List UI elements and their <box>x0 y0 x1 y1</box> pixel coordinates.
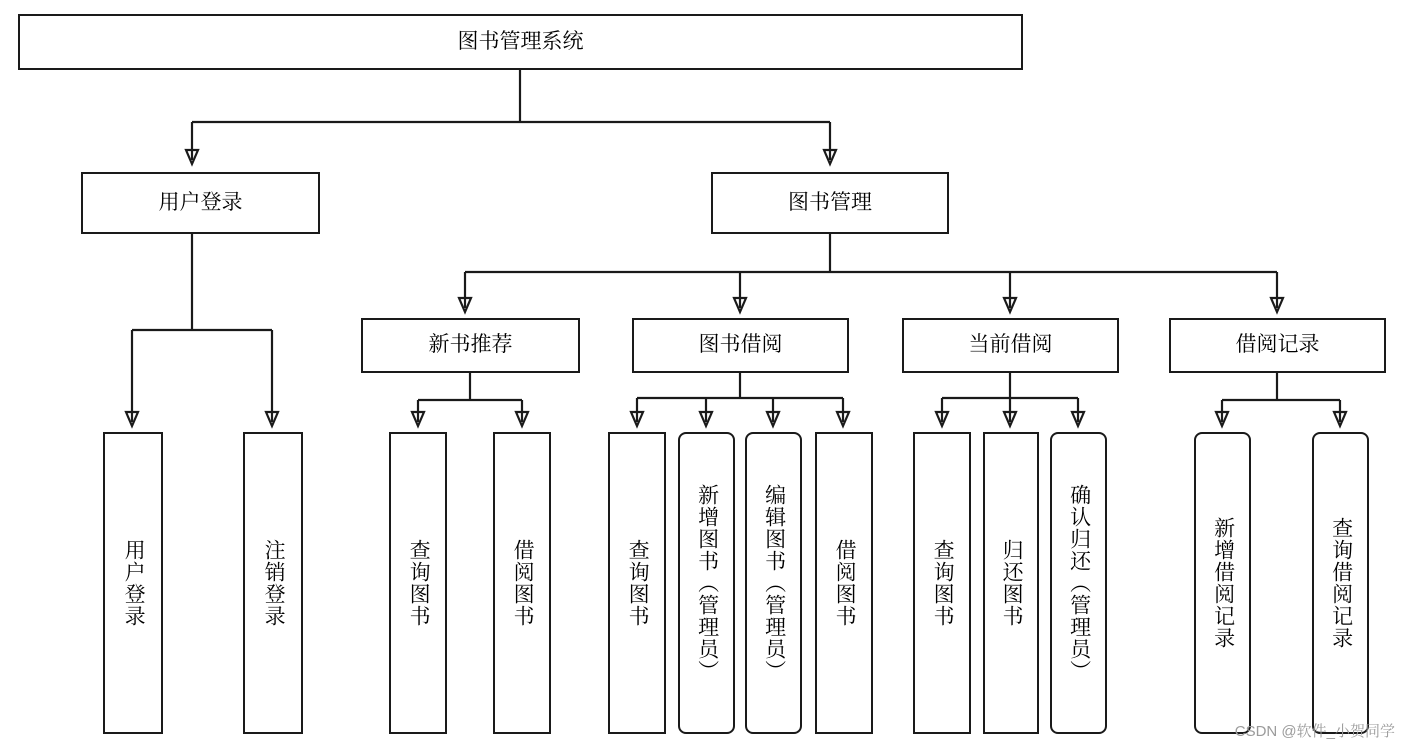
node-book-management <box>711 172 949 234</box>
leaf-user-logout-label: 注销登录 <box>262 539 286 627</box>
leaf-query-book-3-label: 查询图书 <box>931 539 955 627</box>
node-root-label: 图书管理系统 <box>457 29 584 53</box>
leaf-query-book-2-label: 查询图书 <box>626 539 650 627</box>
node-user-login-label: 用户登录 <box>158 190 243 214</box>
leaf-add-book <box>678 432 735 734</box>
leaf-add-book-label: 新增图书（管理员） <box>695 484 719 682</box>
leaf-borrow-book-1-label: 借阅图书 <box>511 539 535 627</box>
leaf-query-book-2 <box>608 432 666 734</box>
leaf-edit-book-label: 编辑图书（管理员） <box>762 484 786 682</box>
leaf-query-record <box>1312 432 1369 734</box>
leaf-user-login-label: 用户登录 <box>122 539 146 627</box>
node-user-login <box>81 172 320 234</box>
node-book-management-label: 图书管理 <box>788 190 872 214</box>
leaf-borrow-book-1 <box>493 432 551 734</box>
node-book-borrow <box>632 318 849 373</box>
leaf-query-book-1-label: 查询图书 <box>407 539 431 627</box>
leaf-add-record-label: 新增借阅记录 <box>1211 517 1235 649</box>
leaf-query-book-3 <box>913 432 971 734</box>
leaf-user-logout <box>243 432 303 734</box>
leaf-borrow-book-2-label: 借阅图书 <box>833 539 857 627</box>
leaf-confirm-return <box>1050 432 1107 734</box>
watermark-text: CSDN @软件_小贺同学 <box>1234 723 1395 740</box>
node-borrow-records <box>1169 318 1386 373</box>
node-new-book-recommend-label: 新书推荐 <box>428 333 513 357</box>
node-new-book-recommend <box>361 318 580 373</box>
leaf-confirm-return-label: 确认归还（管理员） <box>1067 484 1091 682</box>
node-current-borrow-label: 当前借阅 <box>968 333 1053 357</box>
node-borrow-records-label: 借阅记录 <box>1235 333 1320 357</box>
node-current-borrow <box>902 318 1119 373</box>
leaf-edit-book <box>745 432 802 734</box>
leaf-return-book-label: 归还图书 <box>1000 539 1024 627</box>
leaf-return-book <box>983 432 1039 734</box>
leaf-query-book-1 <box>389 432 447 734</box>
leaf-query-record-label: 查询借阅记录 <box>1329 517 1353 649</box>
leaf-user-login <box>103 432 163 734</box>
leaf-borrow-book-2 <box>815 432 873 734</box>
node-book-borrow-label: 图书借阅 <box>698 333 783 357</box>
node-root <box>18 14 1023 70</box>
leaf-add-record <box>1194 432 1251 734</box>
